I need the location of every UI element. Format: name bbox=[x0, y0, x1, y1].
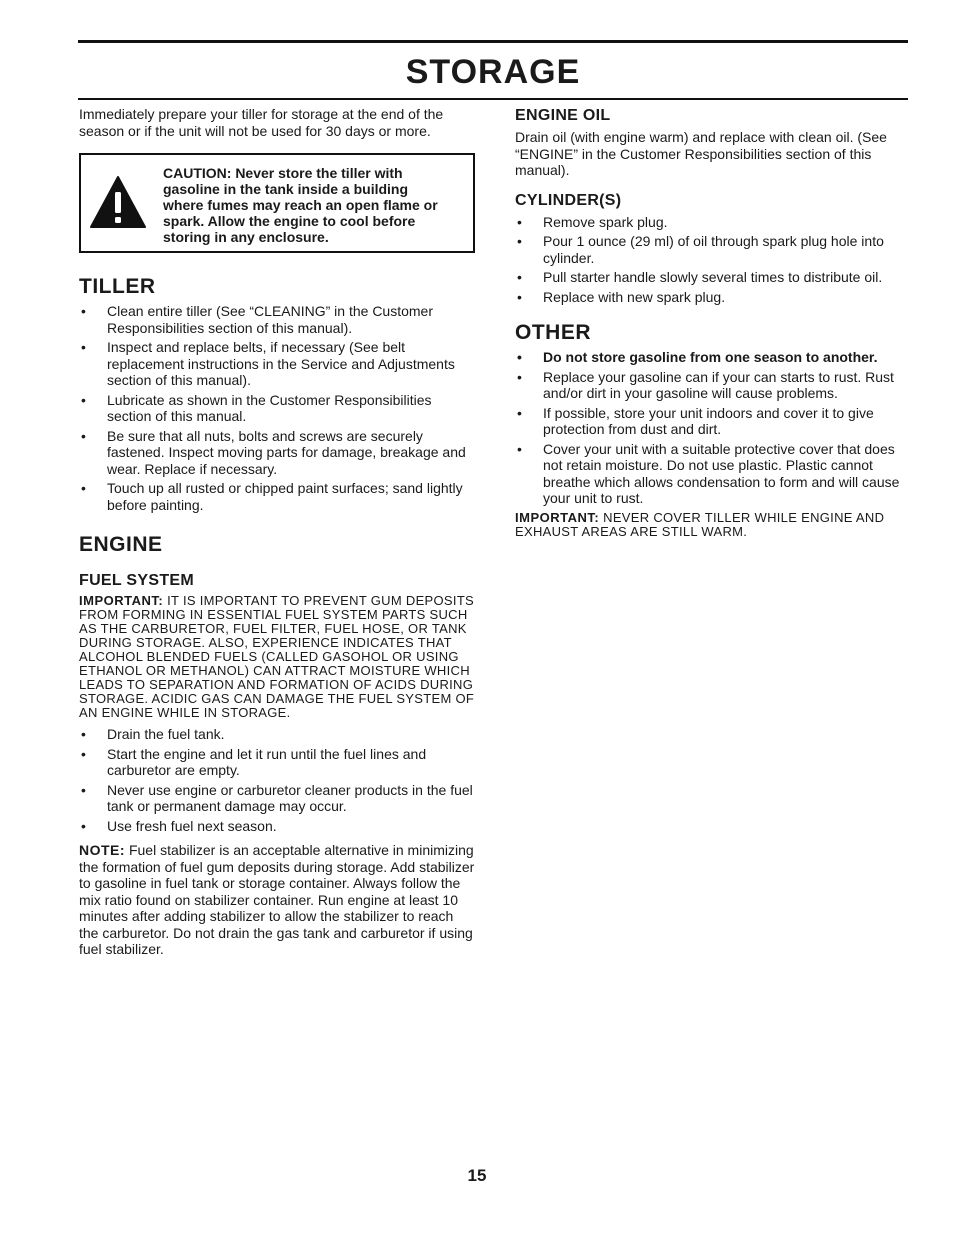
important-text: IT IS IMPORTANT TO PREVENT GUM DEPOSITS FROM FORMING IN ESSENTIAL FUEL SYSTEM PARTS SUCH AS THE CARBURETOR, FUEL FILTER, FUEL HOSE, OR TANK DURING STORAGE. ALSO, EXPERIENCE INDICATES THAT ALCOHOL BLENDED FUELS (CALLED GASOHOL OR USING ETHANOL OR METHANOL) CAN ATTRACT MOISTURE WHICH LEADS TO SEPARATION AND FORMATION OF ACIDS DURING STORAGE. ACIDIC GAS CAN DAMAGE THE FUEL SYSTEM OF AN ENGINE WHILE IN STORAGE. bbox=[79, 593, 475, 720]
note-text: Fuel stabilizer is an acceptable alternative in minimizing the formation of fuel gum deposits during storage. Add stabilizer to gasoline in fuel tank or storage container. Always follow the mix ratio found on stabilizer container. Run engine at least 10 minutes after adding stabilizer to allow the stabilizer to reach the carburetor. Do not drain the gas tank and carburetor if using fuel stabilizer. bbox=[79, 842, 475, 957]
list-item: • Cover your unit with a suitable protective cover that does not retain moisture. Do not use plastic. Plastic cannot breathe which allows condensation to form and will cause your unit to rust. bbox=[515, 441, 910, 507]
engine-oil-paragraph: Drain oil (with engine warm) and replace with clean oil. (See “ENGINE” in the Customer Responsibilities section of this manual). bbox=[515, 129, 887, 178]
list-item: • Pour 1 ounce (29 ml) of oil through spark plug hole into cylinder. bbox=[515, 233, 910, 266]
tiller-heading: TILLER bbox=[79, 275, 156, 298]
caution-text: CAUTION: Never store the tiller with gasoline in the tank inside a building where fumes may reach an open flame or spark. Allow the engine to cool before storing in any enclosure. bbox=[163, 165, 438, 245]
list-item: • Replace your gasoline can if your can starts to rust. Rust and/or dirt in your gasoline will cause problems. bbox=[515, 369, 910, 402]
tiller-list bbox=[79, 303, 475, 513]
important-label: IMPORTANT: bbox=[515, 509, 600, 525]
list-item: • Clean entire tiller (See “CLEANING” in the Customer Responsibilities section of this manual). bbox=[79, 303, 475, 336]
list-item: • Touch up all rusted or chipped paint surfaces; sand lightly before painting. bbox=[79, 480, 475, 513]
list-item: • Lubricate as shown in the Customer Responsibilities section of this manual. bbox=[79, 392, 475, 425]
fuel-important-paragraph bbox=[79, 594, 475, 720]
engine-oil-heading: ENGINE OIL bbox=[515, 107, 611, 124]
engine-heading: ENGINE bbox=[79, 533, 163, 556]
important-label: IMPORTANT: bbox=[79, 593, 164, 608]
header-rule-top bbox=[78, 40, 908, 43]
note-label: NOTE: bbox=[79, 842, 126, 858]
list-item: • Pull starter handle slowly several times to distribute oil. bbox=[515, 269, 910, 286]
warning-triangle-icon bbox=[89, 175, 147, 229]
list-item: • Never use engine or carburetor cleaner products in the fuel tank or permanent damage may occur. bbox=[79, 782, 475, 815]
list-item: • Use fresh fuel next season. bbox=[79, 818, 475, 835]
list-item: • Drain the fuel tank. bbox=[79, 726, 475, 743]
intro-paragraph: Immediately prepare your tiller for storage at the end of the season or if the unit will not be used for 30 days or more. bbox=[79, 106, 444, 139]
other-important-paragraph bbox=[515, 511, 910, 539]
left-column bbox=[79, 106, 475, 958]
list-item: • Remove spark plug. bbox=[515, 214, 910, 231]
cylinders-list bbox=[515, 214, 910, 306]
important-text: NEVER COVER TILLER WHILE ENGINE AND EXHAUST AREAS ARE STILL WARM. bbox=[515, 509, 885, 539]
list-item: • Inspect and replace belts, if necessary (See belt replacement instructions in the Service and Adjustments section of this manual). bbox=[79, 339, 475, 389]
fuel-system-list bbox=[79, 726, 475, 834]
caution-box bbox=[79, 153, 475, 253]
page-number: 15 bbox=[467, 1166, 487, 1185]
list-item-bold: • Do not store gasoline from one season to another. bbox=[515, 349, 910, 366]
cylinders-heading: CYLINDER(S) bbox=[515, 191, 622, 209]
other-list bbox=[515, 349, 910, 507]
list-item: • Be sure that all nuts, bolts and screws are securely fastened. Inspect moving parts for damage, breakage and wear. Replace if necessary. bbox=[79, 428, 475, 478]
other-heading: OTHER bbox=[515, 321, 591, 344]
header-rule-bottom bbox=[78, 98, 908, 100]
list-item: • Start the engine and let it run until the fuel lines and carburetor are empty. bbox=[79, 746, 475, 779]
fuel-system-heading: FUEL SYSTEM bbox=[79, 572, 195, 589]
list-item: • If possible, store your unit indoors and cover it to give protection from dust and dirt. bbox=[515, 405, 910, 438]
page-title: STORAGE bbox=[405, 53, 581, 91]
right-column bbox=[515, 106, 910, 539]
fuel-note-paragraph bbox=[79, 842, 475, 958]
list-item: • Replace with new spark plug. bbox=[515, 289, 910, 306]
